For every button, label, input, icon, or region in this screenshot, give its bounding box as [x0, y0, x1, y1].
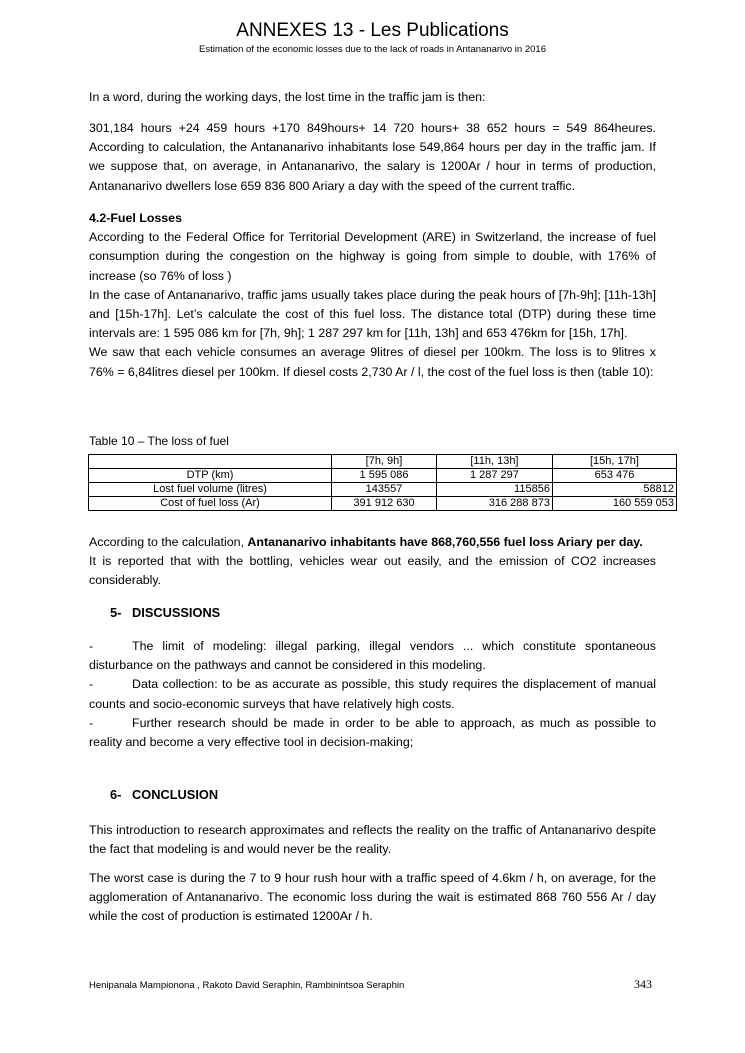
table-cell: 143557	[332, 483, 437, 497]
table-row	[89, 497, 677, 511]
fuel-loss-table	[88, 454, 677, 511]
discussions-list	[89, 637, 656, 752]
table-row	[89, 483, 677, 497]
fuel-losses-heading-text: 4.2-Fuel Losses	[89, 211, 182, 225]
table-header-row	[89, 455, 677, 469]
table-cell: 653 476	[552, 469, 676, 483]
table-cell: 316 288 873	[436, 497, 552, 511]
table-header-cell: [11h, 13h]	[436, 455, 552, 469]
table-cell: 1 287 297	[436, 469, 552, 483]
list-item-text: Data collection: to be as accurate as possible, this study requires the displacement of manual counts and socio-economic surveys that have relatively high costs.	[89, 677, 656, 711]
table-row	[89, 469, 677, 483]
page-number: 343	[634, 977, 652, 991]
list-item-text: Further research should be made in order to be able to approach, as much as possible to reality and become a very effective tool in decision-making;	[89, 715, 656, 750]
intro-section	[89, 88, 656, 107]
conclusion-section-2	[89, 869, 656, 927]
table-row-label: DTP (km)	[89, 469, 332, 483]
conclusion-paragraph-1: This introduction to research approximates and reflects the reality on the traffic of Antananarivo despite the fact that modeling is and would never be the reality.	[89, 823, 656, 857]
table-cell: 391 912 630	[332, 497, 437, 511]
discussions-heading: 5- DISCUSSIONS	[110, 605, 221, 620]
after-table-paragraph	[89, 533, 656, 552]
page-header-subtitle: Estimation of the economic losses due to the lack of roads in Antananarivo in 2016	[199, 44, 546, 55]
time-loss-section	[89, 119, 656, 196]
table-header-cell: [15h, 17h]	[552, 455, 676, 469]
time-loss-paragraph: 301,184 hours +24 459 hours +170 849hours+ 14 720 hours+ 38 652 hours = 549 864heures. According to calculation, the Antananarivo inhabitants lose 549,864 hours per day in the traffic jam. If we suppose that, on average, in Antananarivo, the salary is 1200Ar / hour in terms of production, Antananarivo dwellers lose 659 836 800 Ariary a day with the speed of the current traffic.	[89, 121, 656, 193]
bullet-dash: -	[89, 639, 94, 653]
intro-paragraph: In a word, during the working days, the lost time in the traffic jam is then:	[89, 90, 486, 104]
table-caption: Table 10 – The loss of fuel	[89, 434, 229, 448]
conclusion-section	[89, 821, 656, 859]
list-item	[89, 637, 656, 675]
bullet-dash: -	[89, 677, 94, 692]
table-row-label: Cost of fuel loss (Ar)	[89, 497, 332, 511]
table-cell: 160 559 053	[552, 497, 676, 511]
table-row-label: Lost fuel volume (litres)	[89, 483, 332, 497]
table-cell: 1 595 086	[332, 469, 437, 483]
page-header-title: ANNEXES 13 - Les Publications	[236, 20, 509, 41]
after-table-prefix: According to the calculation,	[89, 535, 248, 549]
fuel-paragraph-3: We saw that each vehicle consumes an average 9litres of diesel per 100km. The loss is to 9litres x 76% = 6,84litres diesel per 100km. If diesel costs 2,730 Ar / l, the cost of the fuel loss is then (table 10):	[89, 345, 656, 379]
conclusion-heading: 6- CONCLUSION	[110, 787, 219, 802]
fuel-losses-heading	[89, 209, 656, 228]
after-table-section	[89, 533, 656, 591]
bullet-dash: -	[89, 715, 94, 730]
fuel-losses-section	[89, 209, 656, 382]
fuel-paragraph-2: In the case of Antananarivo, traffic jams usually takes place during the peak hours of [7h-9h]; [11h-13h] and [15h-17h]. Let’s calculate the cost of this fuel loss. The distance total (DTP) during these time intervals are: 1 595 086 km for [7h, 9h]; 1 287 297 km for [11h, 13h] and 653 476km for [15h, 17h].	[89, 287, 656, 341]
list-item-text: The limit of modeling: illegal parking, illegal vendors ... which constitute spontaneous disturbance on the pathways and cannot be considered in this modeling.	[89, 639, 656, 673]
table-cell: 115856	[436, 483, 552, 497]
fuel-paragraph-1: According to the Federal Office for Territorial Development (ARE) in Switzerland, the increase of fuel consumption during the congestion on the highway is going from simple to double, with 176% of increase (so 76% of loss )	[89, 230, 656, 283]
footer-authors: Henipanala Mampionona , Rakoto David Seraphin, Rambinintsoa Seraphin	[89, 980, 405, 991]
list-item	[89, 714, 656, 752]
conclusion-paragraph-2: The worst case is during the 7 to 9 hour rush hour with a traffic speed of 4.6km / h, on average, for the agglomeration of Antananarivo. The economic loss during the wait is estimated 868 760 556 Ar / day while the cost of production is estimated 1200Ar / h.	[89, 871, 656, 924]
list-item	[89, 675, 656, 713]
table-header-cell: [7h, 9h]	[332, 455, 437, 469]
table-cell: 58812	[552, 483, 676, 497]
after-table-bold: Antananarivo inhabitants have 868,760,556 fuel loss Ariary per day.	[247, 535, 643, 549]
table-header-cell	[89, 455, 332, 469]
after-table-paragraph-2: It is reported that with the bottling, vehicles wear out easily, and the emission of CO2 increases considerably.	[89, 554, 656, 588]
